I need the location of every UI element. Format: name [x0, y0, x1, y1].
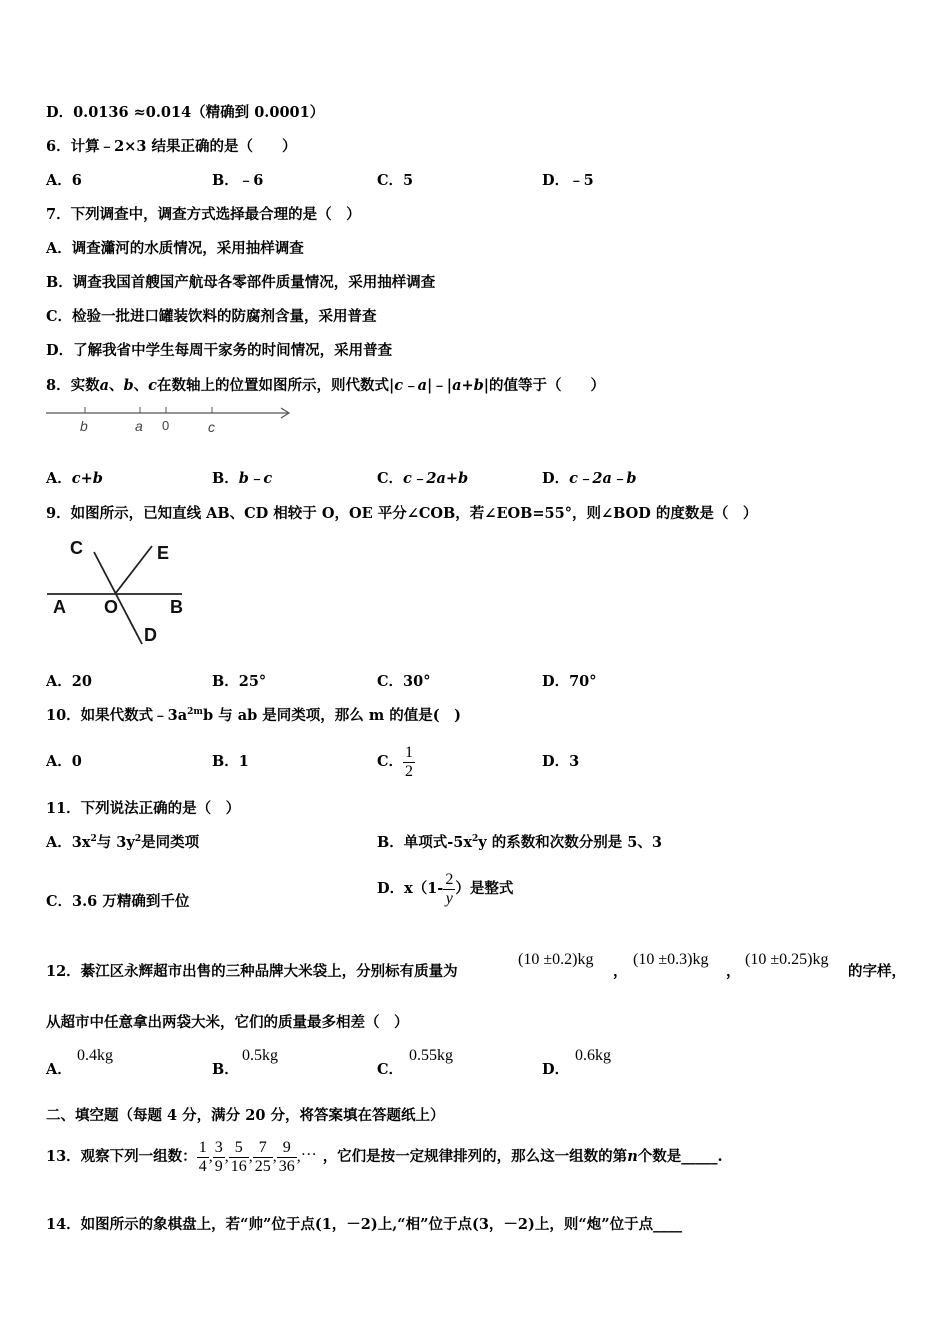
q9-angle-figure: [44, 534, 189, 646]
q8-var-a: a: [99, 377, 109, 394]
label-a: a: [135, 418, 143, 434]
label-zero: 0: [162, 418, 170, 433]
q12-option-a-letter: A．: [46, 1061, 72, 1078]
q10-option-d: D．3: [542, 753, 580, 770]
q11-stem: 11．下列说法正确的是（ ）: [46, 800, 241, 817]
label-o: O: [104, 597, 119, 617]
q11-option-a: A．$3x^2$与 $3y^2$是同类项: [46, 834, 200, 851]
q13-fraction-3: $\frac{5}{16}$: [230, 1138, 247, 1175]
q13-fraction-5: $\frac{9}{36}$: [278, 1138, 295, 1175]
q14-stem: 14．如图所示的象棋盘上，若“帅”位于点(1，－2)上,“相”位于点(3，－2)上，则“炮”位于点____: [46, 1216, 683, 1233]
q6-option-d: D．﹣5: [542, 172, 594, 189]
q10-stem: 10．如果代数式$﹣3a^{2m}b$ 与 ab 是同类项，那么 m 的值是( ): [46, 707, 461, 724]
label-b: b: [80, 418, 88, 434]
q6-option-c: C．5: [377, 172, 414, 189]
q13-fraction-2: $\frac{3}{9}$: [214, 1138, 223, 1175]
q6-option-b: B．﹣6: [212, 172, 264, 189]
q8-number-line: [44, 402, 294, 436]
q12-option-d-value: 0.6kg: [575, 1047, 611, 1064]
q10-option-a: A．0: [46, 753, 82, 770]
q12-option-d-letter: D．: [542, 1061, 570, 1078]
label-a: A: [53, 597, 66, 617]
q12-stem-line1: 12．綦江区永辉超市出售的三种品牌大米袋上，分别标有质量为: [46, 963, 458, 980]
q8-option-a: A．c+b: [46, 470, 103, 487]
q12-mass-1: (10 ±0.2)kg: [518, 951, 594, 968]
q8-var-b: b: [123, 377, 134, 394]
q11-option-b: B．单项式$-5x^2y$ 的系数和次数分别是 5、3: [377, 834, 662, 851]
q12-sep-2: ，: [726, 963, 741, 980]
label-c: c: [208, 419, 215, 435]
q7-option-b: B．调查我国首艘国产航母各零部件质量情况，采用抽样调查: [46, 274, 436, 291]
ray-oe: [115, 546, 152, 594]
q9-option-a: A．20: [46, 673, 92, 690]
q13-fraction-1: $\frac{1}{4}$: [198, 1138, 207, 1175]
section-2-title: 二、填空题（每题 4 分，满分 20 分，将答案填在答题纸上）: [46, 1107, 445, 1124]
q8-var-c: c: [148, 377, 157, 394]
q12-sep-1: ，: [613, 963, 628, 980]
q12-stem-line2: 从超市中任意拿出两袋大米，它们的质量最多相差（ ）: [46, 1014, 409, 1031]
q11-option-c: C．3.6 万精确到千位: [46, 893, 190, 910]
q8-option-b: B．b﹣c: [212, 470, 273, 487]
fraction-one-half: $\frac{1}{2}$: [405, 743, 414, 780]
q5-option-d: D．0.0136 ≈0.014（精确到 0.0001）: [46, 104, 325, 121]
q12-option-b-letter: B．: [212, 1061, 239, 1078]
q6-stem: 6．计算﹣2×3 结果正确的是（ ）: [46, 138, 297, 155]
q12-option-a-value: 0.4kg: [77, 1047, 113, 1064]
q7-stem: 7．下列调查中，调查方式选择最合理的是（ ）: [46, 206, 361, 223]
q10-option-c: C． $\frac{1}{2}$: [377, 743, 414, 780]
q8-option-d: D．c﹣2a﹣b: [542, 470, 637, 487]
q12-option-c-value: 0.55kg: [409, 1047, 453, 1064]
q8-stem: 8．实数a、b、c在数轴上的位置如图所示，则代数式|c﹣a|﹣|a+b|的值等于（ ）: [46, 377, 606, 394]
q12-stem-end: 的字样，: [848, 963, 906, 980]
q12-mass-3: (10 ±0.25)kg: [745, 951, 829, 968]
q6-option-a: A．6: [46, 172, 82, 189]
q9-stem: 9．如图所示，已知直线 AB、CD 相较于 O，OE 平分∠COB，若∠EOB=55°，则∠BOD 的度数是（ ）: [46, 505, 758, 522]
q7-option-a: A．调查瀟河的水质情况，采用抽样调查: [46, 240, 304, 257]
label-e: E: [157, 543, 170, 563]
q9-option-b: B．25°: [212, 673, 267, 690]
q7-option-d: D．了解我省中学生每周干家务的时间情况，采用普查: [46, 342, 393, 359]
q10-option-b: B．1: [212, 753, 249, 770]
fraction-two-over-y: $\frac{2}{y}$: [445, 870, 454, 907]
q13-stem: 13．观察下列一组数： $\frac{1}{4}$ , $\frac{3}{9}$ , $\frac{5}{16}$ , $\frac{7}{25}$ , $\frac{9}{36}$ ,… ，它们是按一定规律排列的，那么这一组数的第n个数是_____.: [46, 1138, 723, 1175]
q9-option-c: C．30°: [377, 673, 431, 690]
q11-option-d: D．x（1- $\frac{2}{y}$ ）是整式: [377, 870, 514, 907]
q12-option-b-value: 0.5kg: [242, 1047, 278, 1064]
label-d: D: [144, 625, 157, 645]
q13-fraction-4: $\frac{7}{25}$: [254, 1138, 271, 1175]
label-c: C: [70, 538, 83, 558]
q7-option-c: C．检验一批进口罐装饮料的防腐剂含量，采用普查: [46, 308, 377, 325]
q12-option-c-letter: C．: [377, 1061, 404, 1078]
q9-option-d: D．70°: [542, 673, 597, 690]
label-b: B: [170, 597, 183, 617]
q8-option-c: C．c﹣2a+b: [377, 470, 469, 487]
q12-mass-2: (10 ±0.3)kg: [633, 951, 709, 968]
